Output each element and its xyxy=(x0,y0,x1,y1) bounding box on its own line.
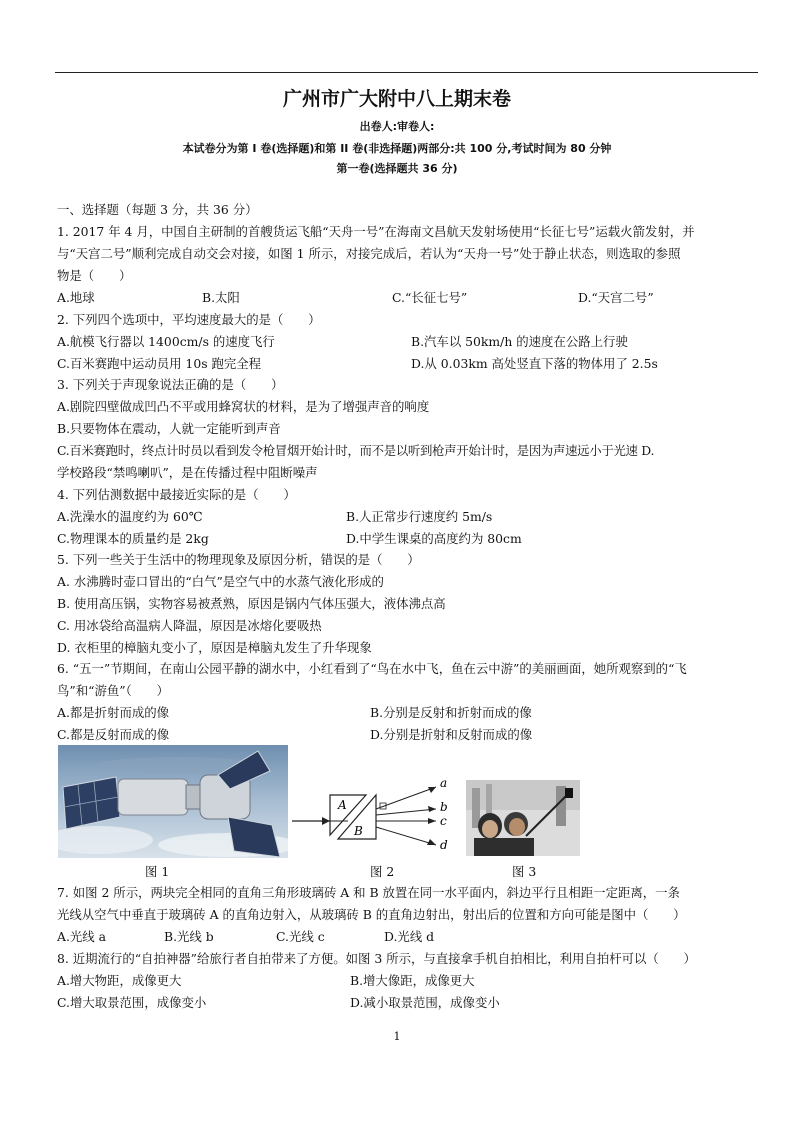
q5-option-a: A. 水沸腾时壶口冒出的“白气”是空气中的水蒸气液化形成的 xyxy=(57,574,384,589)
q2-option-a: A.航模飞行器以 1400cm/s 的速度飞行 xyxy=(57,334,275,349)
q8-option-a: A.增大物距，成像更大 xyxy=(57,973,182,988)
q5-option-b: B. 使用高压锅，实物容易被煮熟，原因是锅内气体压强大，液体沸点高 xyxy=(57,596,446,611)
q1-stem-line3: 物是（ ） xyxy=(57,268,132,283)
ray-d-label: d xyxy=(440,838,448,852)
page-title: 广州市广大附中八上期末卷 xyxy=(282,88,511,110)
figure-1-caption: 图 1 xyxy=(145,864,170,879)
spacecraft-illustration xyxy=(58,745,288,858)
q6-option-a: A.都是折射而成的像 xyxy=(57,705,170,720)
exam-info: 本试卷分为第 I 卷(选择题)和第 II 卷(非选择题)两部分:共 100 分,考试时间为 80 分钟 xyxy=(182,142,612,155)
author-line: 出卷人:审卷人: xyxy=(359,120,435,133)
q3-option-a: A.剧院四壁做成凹凸不平或用蜂窝状的材料，是为了增强声音的响度 xyxy=(57,399,430,414)
q7-option-c: C.光线 c xyxy=(276,929,325,944)
selfie-illustration xyxy=(466,780,580,856)
q8-option-d: D.减小取景范围，成像变小 xyxy=(350,995,500,1010)
q4-option-a: A.洗澡水的温度约为 60℃ xyxy=(57,509,203,524)
q1-option-b: B.太阳 xyxy=(202,290,240,305)
q4-stem: 4. 下列估测数据中最接近实际的是（ ） xyxy=(57,487,296,502)
prism-a-label: A xyxy=(338,798,347,812)
part-one-heading: 第一卷(选择题共 36 分) xyxy=(336,162,458,175)
q1-option-d: D.“天宫二号” xyxy=(578,290,654,305)
q8-option-c: C.增大取景范围，成像变小 xyxy=(57,995,207,1010)
q3-option-d: 学校路段“禁鸣喇叭”，是在传播过程中阻断噪声 xyxy=(57,465,318,480)
q8-stem: 8. 近期流行的“自拍神器”给旅行者自拍带来了方便。如图 3 所示，与直接拿手机自拍相比，利用自拍杆可以（ ） xyxy=(57,951,696,966)
q6-option-d: D.分别是折射和反射而成的像 xyxy=(370,727,533,742)
header-rule xyxy=(55,72,758,73)
q4-option-d: D.中学生课桌的高度约为 80cm xyxy=(346,531,522,546)
figure-3-selfie-photo xyxy=(466,780,580,856)
q1-option-c: C.“长征七号” xyxy=(392,290,468,305)
q2-option-c: C.百米赛跑中运动员用 10s 跑完全程 xyxy=(57,356,262,371)
q1-stem-line2: 与“天宫二号”顺利完成自动交会对接，如图 1 所示，对接完成后，若认为“天舟一号”处于静止状态，则选取的参照 xyxy=(57,246,681,261)
q1-option-a: A.地球 xyxy=(57,290,95,305)
q6-stem-line1: 6. “五一”节期间，在南山公园平静的湖水中，小红看到了“鸟在水中飞，鱼在云中游”的美丽画面，她所观察到的“飞 xyxy=(57,661,687,676)
q2-stem: 2. 下列四个选项中，平均速度最大的是（ ） xyxy=(57,312,321,327)
q5-option-c: C. 用冰袋给高温病人降温，原因是冰熔化要吸热 xyxy=(57,618,322,633)
q3-option-b: B.只要物体在震动，人就一定能听到声音 xyxy=(57,421,281,436)
q2-option-d: D.从 0.03km 高处竖直下落的物体用了 2.5s xyxy=(411,356,658,371)
figure-1-spacecraft-photo xyxy=(58,745,288,858)
q1-stem-line1: 1. 2017 年 4 月，中国自主研制的首艘货运飞船“天舟一号”在海南文昌航天发射场使用“长征七号”运载火箭发射，并 xyxy=(57,224,695,239)
q3-stem: 3. 下列关于声现象说法正确的是（ ） xyxy=(57,377,284,392)
q3-option-c: C.百米赛跑时，终点计时员以看到发令枪冒烟开始计时，而不是以听到枪声开始计时，是因为声速远小于光速 D. xyxy=(57,443,655,458)
q6-stem-line2: 鸟”和“游鱼”（ ） xyxy=(57,683,169,698)
ray-b-label: b xyxy=(440,800,448,814)
q4-option-c: C.物理课本的质量约是 2kg xyxy=(57,531,209,546)
q7-option-b: B.光线 b xyxy=(164,929,214,944)
page-number: 1 xyxy=(393,1030,401,1043)
q5-option-d: D. 衣柜里的樟脑丸变小了，原因是樟脑丸发生了升华现象 xyxy=(57,640,372,655)
figure-2-prism-diagram xyxy=(290,775,460,855)
figure-2-caption: 图 2 xyxy=(370,864,395,879)
q7-stem-line1: 7. 如图 2 所示，两块完全相同的直角三角形玻璃砖 A 和 B 放置在同一水平面内，斜边平行且相距一定距离，一条 xyxy=(57,885,680,900)
q5-stem: 5. 下列一些关于生活中的物理现象及原因分析，错误的是（ ） xyxy=(57,552,420,567)
q6-option-b: B.分别是反射和折射而成的像 xyxy=(370,705,532,720)
q2-option-b: B.汽车以 50km/h 的速度在公路上行驶 xyxy=(411,334,628,349)
section-heading: 一、选择题（每题 3 分，共 36 分） xyxy=(57,202,258,217)
q4-option-b: B.人正常步行速度约 5m/s xyxy=(346,509,493,524)
q7-stem-line2: 光线从空气中垂直于玻璃砖 A 的直角边射入，从玻璃砖 B 的直角边射出，射出后的位置和方向可能是图中（ ） xyxy=(57,907,686,922)
prism-diagram xyxy=(290,775,460,855)
q6-option-c: C.都是反射而成的像 xyxy=(57,727,170,742)
q7-option-a: A.光线 a xyxy=(57,929,106,944)
q7-option-d: D.光线 d xyxy=(384,929,435,944)
q8-option-b: B.增大像距，成像更大 xyxy=(350,973,475,988)
figure-3-caption: 图 3 xyxy=(512,864,537,879)
ray-a-label: a xyxy=(440,776,448,790)
ray-c-label: c xyxy=(440,814,447,828)
prism-b-label: B xyxy=(354,824,363,838)
